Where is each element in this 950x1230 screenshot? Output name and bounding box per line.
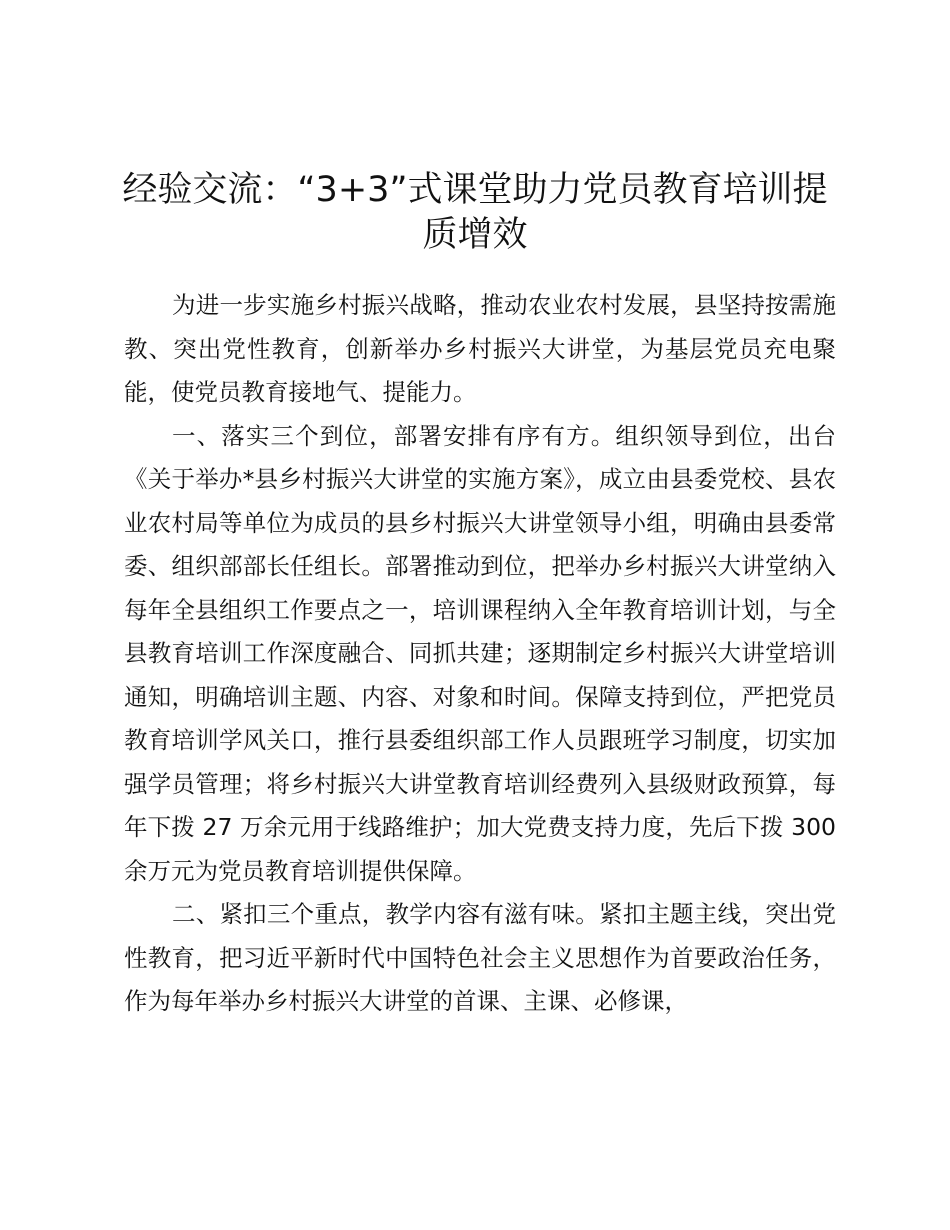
paragraph-section-one: 一、落实三个到位，部署安排有序有方。组织领导到位，出台《关于举办*县乡村振兴大讲堂的实施方案》，成立由县委党校、县农业农村局等单位为成员的县乡村振兴大讲堂领导小组，明确由县委常委、组织部部长任组长。部署推动到位，把举办乡村振兴大讲堂纳入每年全县组织工作要点之一，培训课程纳入全年教育培训计划，与全县教育培训工作深度融合、同抓共建；逐期制定乡村振兴大讲堂培训通知，明确培训主题、内容、对象和时间。保障支持到位，严把党员教育培训学风关口，推行县委组织部工作人员跟班学习制度，切实加强学员管理；将乡村振兴大讲堂教育培训经费列入县级财政预算，每年下拨 27 万余元用于线路维护；加大党费支持力度，先后下拨 300 余万元为党员教育培训提供保障。 [124, 421, 836, 885]
document-body [124, 284, 836, 1024]
paragraph-section-two: 二、紧扣三个重点，教学内容有滋有味。紧扣主题主线，突出党性教育，把习近平新时代中国特色社会主义思想作为首要政治任务，作为每年举办乡村振兴大讲堂的首课、主课、必修课， [124, 900, 836, 1015]
document-title: 经验交流：“3+3”式课堂助力党员教育培训提质增效 [122, 170, 828, 255]
paragraph-intro: 为进一步实施乡村振兴战略，推动农业农村发展，县坚持按需施教、突出党性教育，创新举办乡村振兴大讲堂，为基层党员充电聚能，使党员教育接地气、提能力。 [124, 291, 836, 406]
